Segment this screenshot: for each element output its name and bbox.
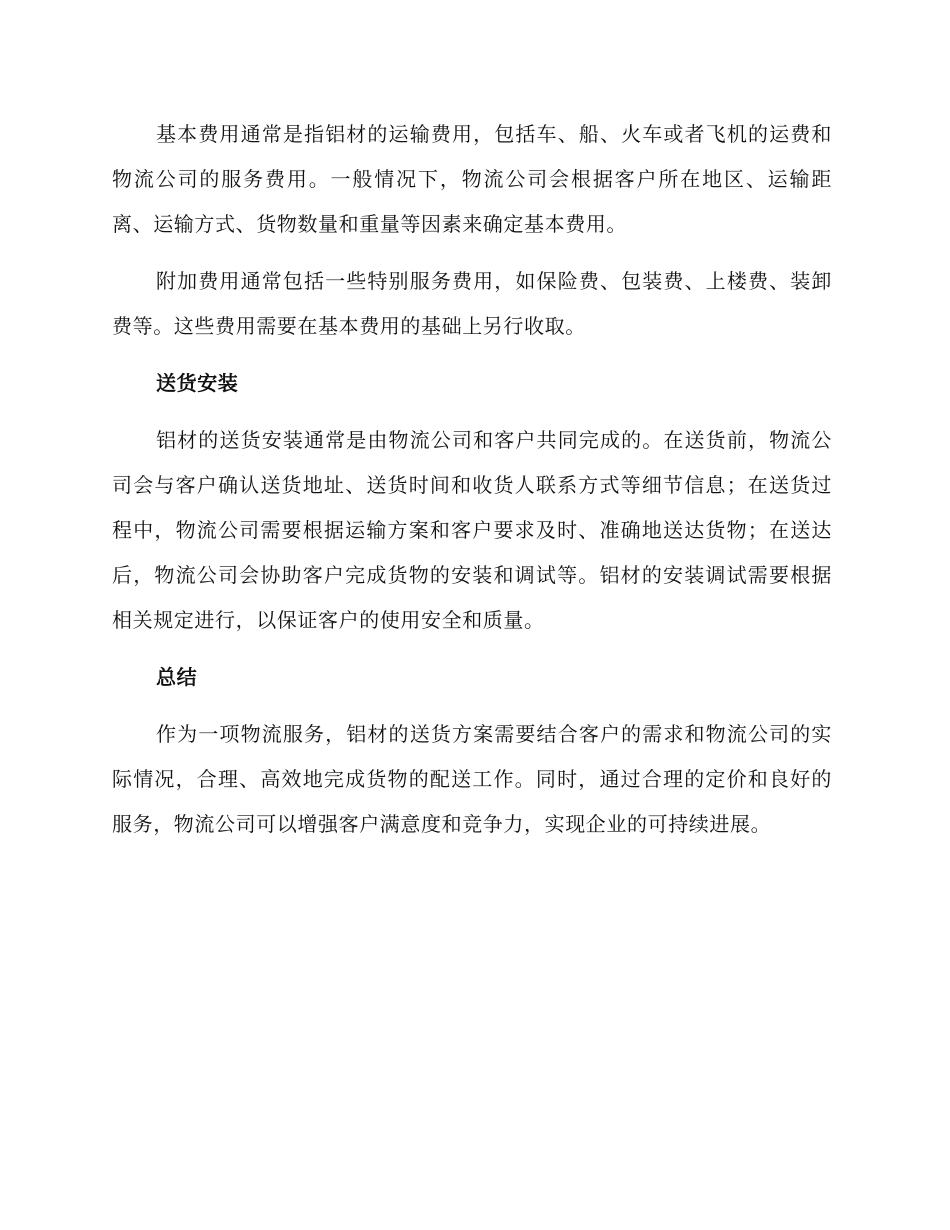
paragraph-summary: 作为一项物流服务，铝材的送货方案需要结合客户的需求和物流公司的实际情况，合理、高效地完成货物的配送工作。同时，通过合理的定价和良好的服务，物流公司可以增强客户满意度和竞争力，实现企业的可持续进展。 xyxy=(112,722,832,836)
paragraph-basic-fees: 基本费用通常是指铝材的运输费用，包括车、船、火车或者飞机的运费和物流公司的服务费用。一般情况下，物流公司会根据客户所在地区、运输距离、运输方式、货物数量和重量等因素来确定基本费用。 xyxy=(112,122,832,236)
paragraph-additional-fees: 附加费用通常包括一些特别服务费用，如保险费、包装费、上楼费、装卸费等。这些费用需要在基本费用的基础上另行收取。 xyxy=(112,269,832,338)
heading-summary: 总结 xyxy=(156,665,198,689)
heading-delivery-installation: 送货安装 xyxy=(156,371,239,395)
paragraph-delivery-installation: 铝材的送货安装通常是由物流公司和客户共同完成的。在送货前，物流公司会与客户确认送货地址、送货时间和收货人联系方式等细节信息；在送货过程中，物流公司需要根据运输方案和客户要求及时、准确地送达货物；在送达后，物流公司会协助客户完成货物的安装和调试等。铝材的安装调试需要根据相关规定进行，以保证客户的使用安全和质量。 xyxy=(112,428,832,632)
document-page xyxy=(112,112,832,859)
